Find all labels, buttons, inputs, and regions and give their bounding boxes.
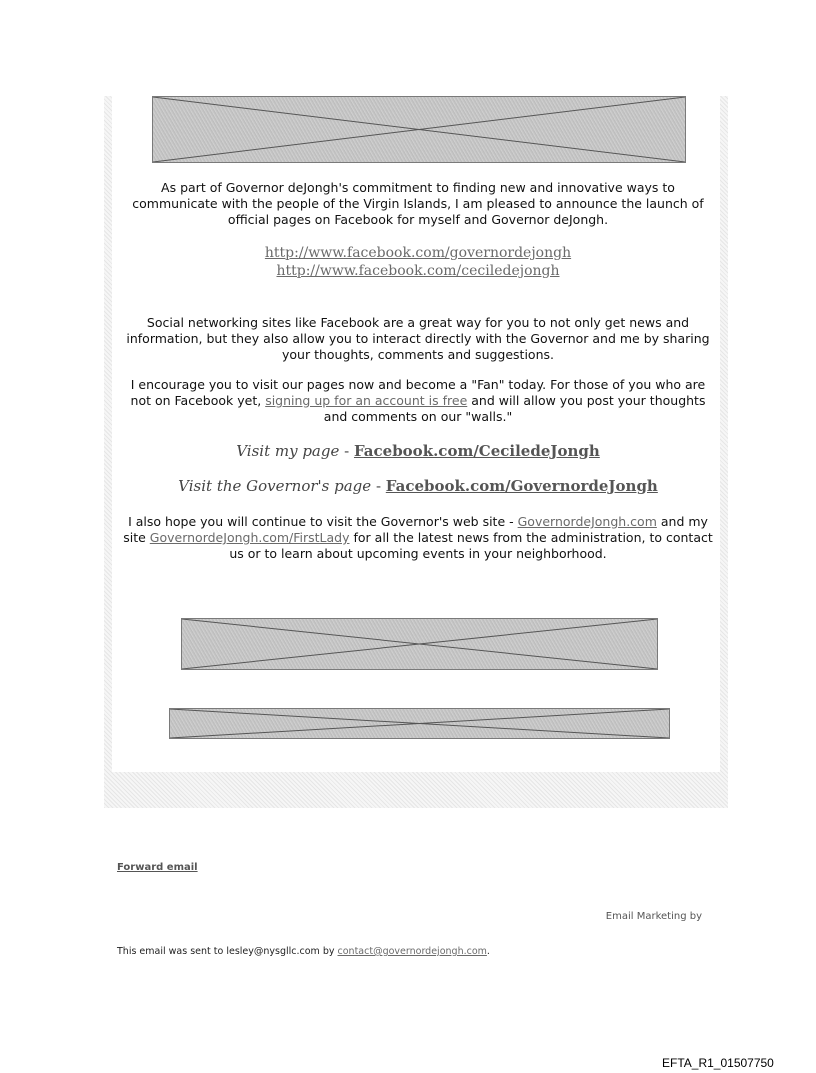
governor-site-link[interactable]: GovernordeJongh.com — [517, 514, 657, 529]
visit-governor-page: Visit the Governor's page - Facebook.com/GovernordeJongh — [178, 477, 658, 495]
sent-to-notice: This email was sent to lesley@nysgllc.com by contact@governordejongh.com. — [117, 946, 490, 957]
sender-email-link[interactable]: contact@governordejongh.com — [337, 946, 487, 957]
email-marketing-label: Email Marketing by — [605, 911, 702, 922]
facebook-link-cecile[interactable] — [120, 262, 716, 280]
document-id: EFTA_R1_01507750 — [662, 1056, 774, 1070]
facebook-url-governor[interactable]: http://www.facebook.com/governordejongh — [264, 245, 572, 261]
facebook-link-governor[interactable] — [120, 244, 716, 262]
footer-image-placeholder-2 — [169, 708, 670, 739]
facebook-cecile-link[interactable]: Facebook.com/CeciledeJongh — [353, 442, 600, 460]
forward-email-link[interactable]: Forward email — [117, 862, 198, 873]
encourage-paragraph: I encourage you to visit our pages now and become a "Fan" today. For those of you who are not on Facebook yet, signing up for an account is free and will allow you post your thoughts and comments on our "walls." — [130, 377, 706, 424]
intro-paragraph: As part of Governor deJongh's commitment to finding new and innovative ways to communicate with the people of the Virgin Islands, I am pleased to announce the launch of official pages on Facebook for myself and Governor deJongh. — [132, 180, 704, 227]
footer-image-placeholder-1 — [181, 618, 658, 670]
visit-my-page: Visit my page - Facebook.com/CeciledeJongh — [236, 442, 600, 460]
signup-link[interactable]: signing up for an account is free — [265, 393, 468, 408]
closing-paragraph: I also hope you will continue to visit the Governor's web site - GovernordeJongh.com and my site GovernordeJongh.com/FirstLady for all the latest news from the administration, to contact us or to learn about upcoming events in your neighborhood. — [123, 514, 713, 561]
social-paragraph: Social networking sites like Facebook are a great way for you to not only get news and information, but they also allow you to interact directly with the Governor and me by sharing your thoughts, comments and suggestions. — [126, 315, 710, 362]
first-lady-site-link[interactable]: GovernordeJongh.com/FirstLady — [149, 530, 350, 545]
facebook-url-cecile[interactable]: http://www.facebook.com/ceciledejongh — [276, 263, 560, 279]
header-image-placeholder — [152, 96, 686, 163]
facebook-governor-link[interactable]: Facebook.com/GovernordeJongh — [385, 477, 658, 495]
